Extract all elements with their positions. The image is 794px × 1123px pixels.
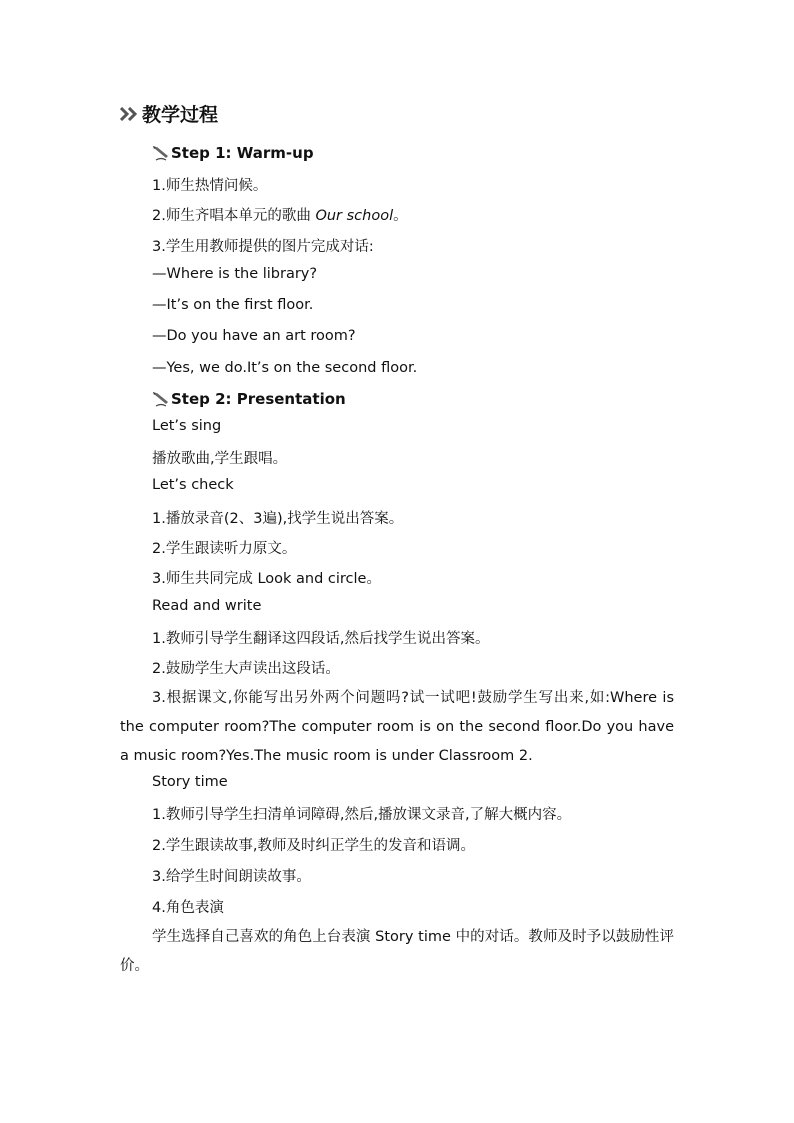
step1-line-1: 1.师生热情问候。: [152, 178, 268, 194]
step2-line-4: 1.播放录音(2、3遍),找学生说出答案。: [152, 511, 404, 527]
step2-title: Step 2: Presentation: [171, 390, 346, 408]
story-line-1: 1.教师引导学生扫清单词障碍,然后,播放课文录音,了解大概内容。: [152, 807, 572, 823]
dialogue-line-2: —It’s on the first floor.: [152, 297, 314, 313]
story-line-3: 3.给学生时间朗读故事。: [152, 869, 311, 885]
story-line-4: 4.角色表演: [152, 900, 224, 916]
step2-line-7: Read and write: [152, 598, 262, 614]
pen-icon: [152, 144, 170, 162]
step2-paragraph-1: 3.根据课文,你能写出另外两个问题吗?试一试吧!鼓励学生写出来,如:Where is the computer room?The computer room is on the second floor.Do you have a music room?Yes.The music room is under Classroom 2.: [120, 690, 674, 764]
pen-icon: [152, 390, 170, 408]
dialogue-line-4: —Yes, we do.It’s on the second floor.: [152, 360, 418, 376]
step2-paragraph-2: 学生选择自己喜欢的角色上台表演 Story time 中的对话。教师及时予以鼓励性评价。: [120, 929, 674, 974]
section-heading: [120, 100, 218, 127]
step1-heading: [152, 144, 314, 162]
step2-line-9: 2.鼓励学生大声读出这段话。: [152, 661, 340, 677]
step2-line-1: Let’s sing: [152, 418, 222, 434]
step2-line-5: 2.学生跟读听力原文。: [152, 541, 297, 557]
step1-line-2-text: 2.师生齐唱本单元的歌曲: [152, 208, 316, 224]
step1-line-3: 3.学生用教师提供的图片完成对话:: [152, 239, 374, 255]
step1-line-2-suffix: 。: [393, 208, 408, 224]
step2-heading: [152, 390, 346, 408]
song-title: Our school: [315, 208, 394, 224]
step2-line-3: Let’s check: [152, 477, 234, 493]
dialogue-line-1: —Where is the library?: [152, 266, 318, 282]
story-time-label: Story time: [152, 774, 228, 790]
story-line-2: 2.学生跟读故事,教师及时纠正学生的发音和语调。: [152, 838, 475, 854]
step2-line-6: 3.师生共同完成 Look and circle。: [152, 571, 381, 587]
step2-line-2: 播放歌曲,学生跟唱。: [152, 451, 288, 467]
dialogue-line-3: —Do you have an art room?: [152, 328, 356, 344]
step2-line-8: 1.教师引导学生翻译这四段话,然后找学生说出答案。: [152, 631, 490, 647]
section-title: 教学过程: [142, 104, 219, 126]
step1-title: Step 1: Warm-up: [171, 144, 314, 162]
double-chevron-icon: [120, 107, 140, 121]
step1-line-2: [152, 204, 408, 225]
